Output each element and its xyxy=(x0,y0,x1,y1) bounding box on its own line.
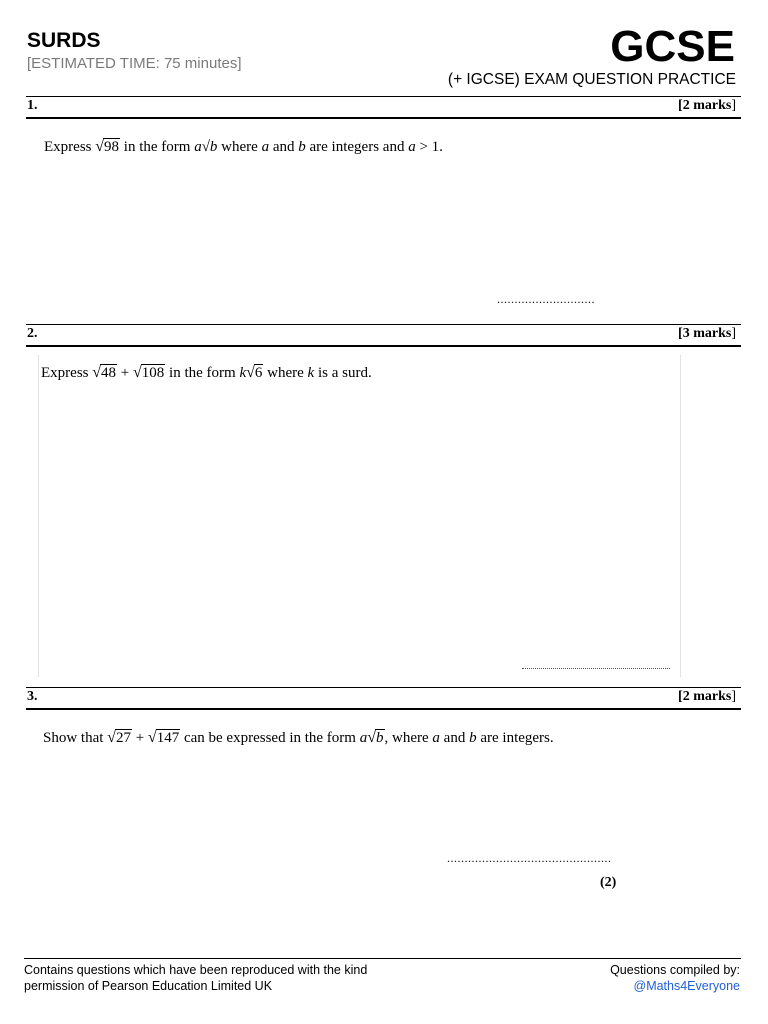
answer-box-right-border xyxy=(680,355,681,677)
question-1-text: Express √98 in the form a√b where a and b are integers and a > 1. xyxy=(44,138,443,155)
footer-credits: Questions compiled by: @Maths4Everyone xyxy=(610,963,740,993)
sqrt-27: √27 xyxy=(107,729,131,746)
question-number: 3. xyxy=(27,689,38,704)
question-1-bar xyxy=(26,96,741,119)
estimated-time: [ESTIMATED TIME: 75 minutes] xyxy=(27,55,242,72)
answer-line[interactable]: ............................................... xyxy=(447,851,612,865)
question-marks: [2 marks] xyxy=(678,689,736,704)
question-3-bar xyxy=(26,687,741,710)
subtitle: (+ IGCSE) EXAM QUESTION PRACTICE xyxy=(447,71,736,88)
mark-label: (2) xyxy=(600,875,617,890)
question-3-text: Show that √27 + √147 can be expressed in the form a√b, where a and b are integers. xyxy=(43,729,554,746)
answer-line[interactable] xyxy=(522,668,670,669)
sqrt-b: √b xyxy=(367,729,384,746)
question-2-bar xyxy=(26,324,741,347)
answer-box-left-border xyxy=(38,355,39,677)
page-title: SURDS xyxy=(27,29,101,52)
question-number: 2. xyxy=(27,326,38,341)
question-2-text: Express √48 + √108 in the form k√6 where k is a surd. xyxy=(41,364,372,381)
sqrt-6: √6 xyxy=(246,364,263,381)
sqrt-147: √147 xyxy=(147,729,180,746)
twitter-handle-link[interactable]: @Maths4Everyone xyxy=(633,978,740,993)
level-title: GCSE xyxy=(610,22,735,71)
question-marks: [3 marks] xyxy=(678,326,736,341)
footer-copyright: Contains questions which have been reproduced with the kind permission of Pearson Education Limited UK xyxy=(24,963,368,993)
question-marks: [2 marks] xyxy=(678,98,736,113)
sqrt-98: √98 xyxy=(95,138,120,155)
question-number: 1. xyxy=(27,98,38,113)
answer-line[interactable]: ............................ xyxy=(497,292,595,306)
footer-divider xyxy=(24,958,741,959)
sqrt-108: √108 xyxy=(133,364,165,381)
sqrt-48: √48 xyxy=(92,364,117,381)
